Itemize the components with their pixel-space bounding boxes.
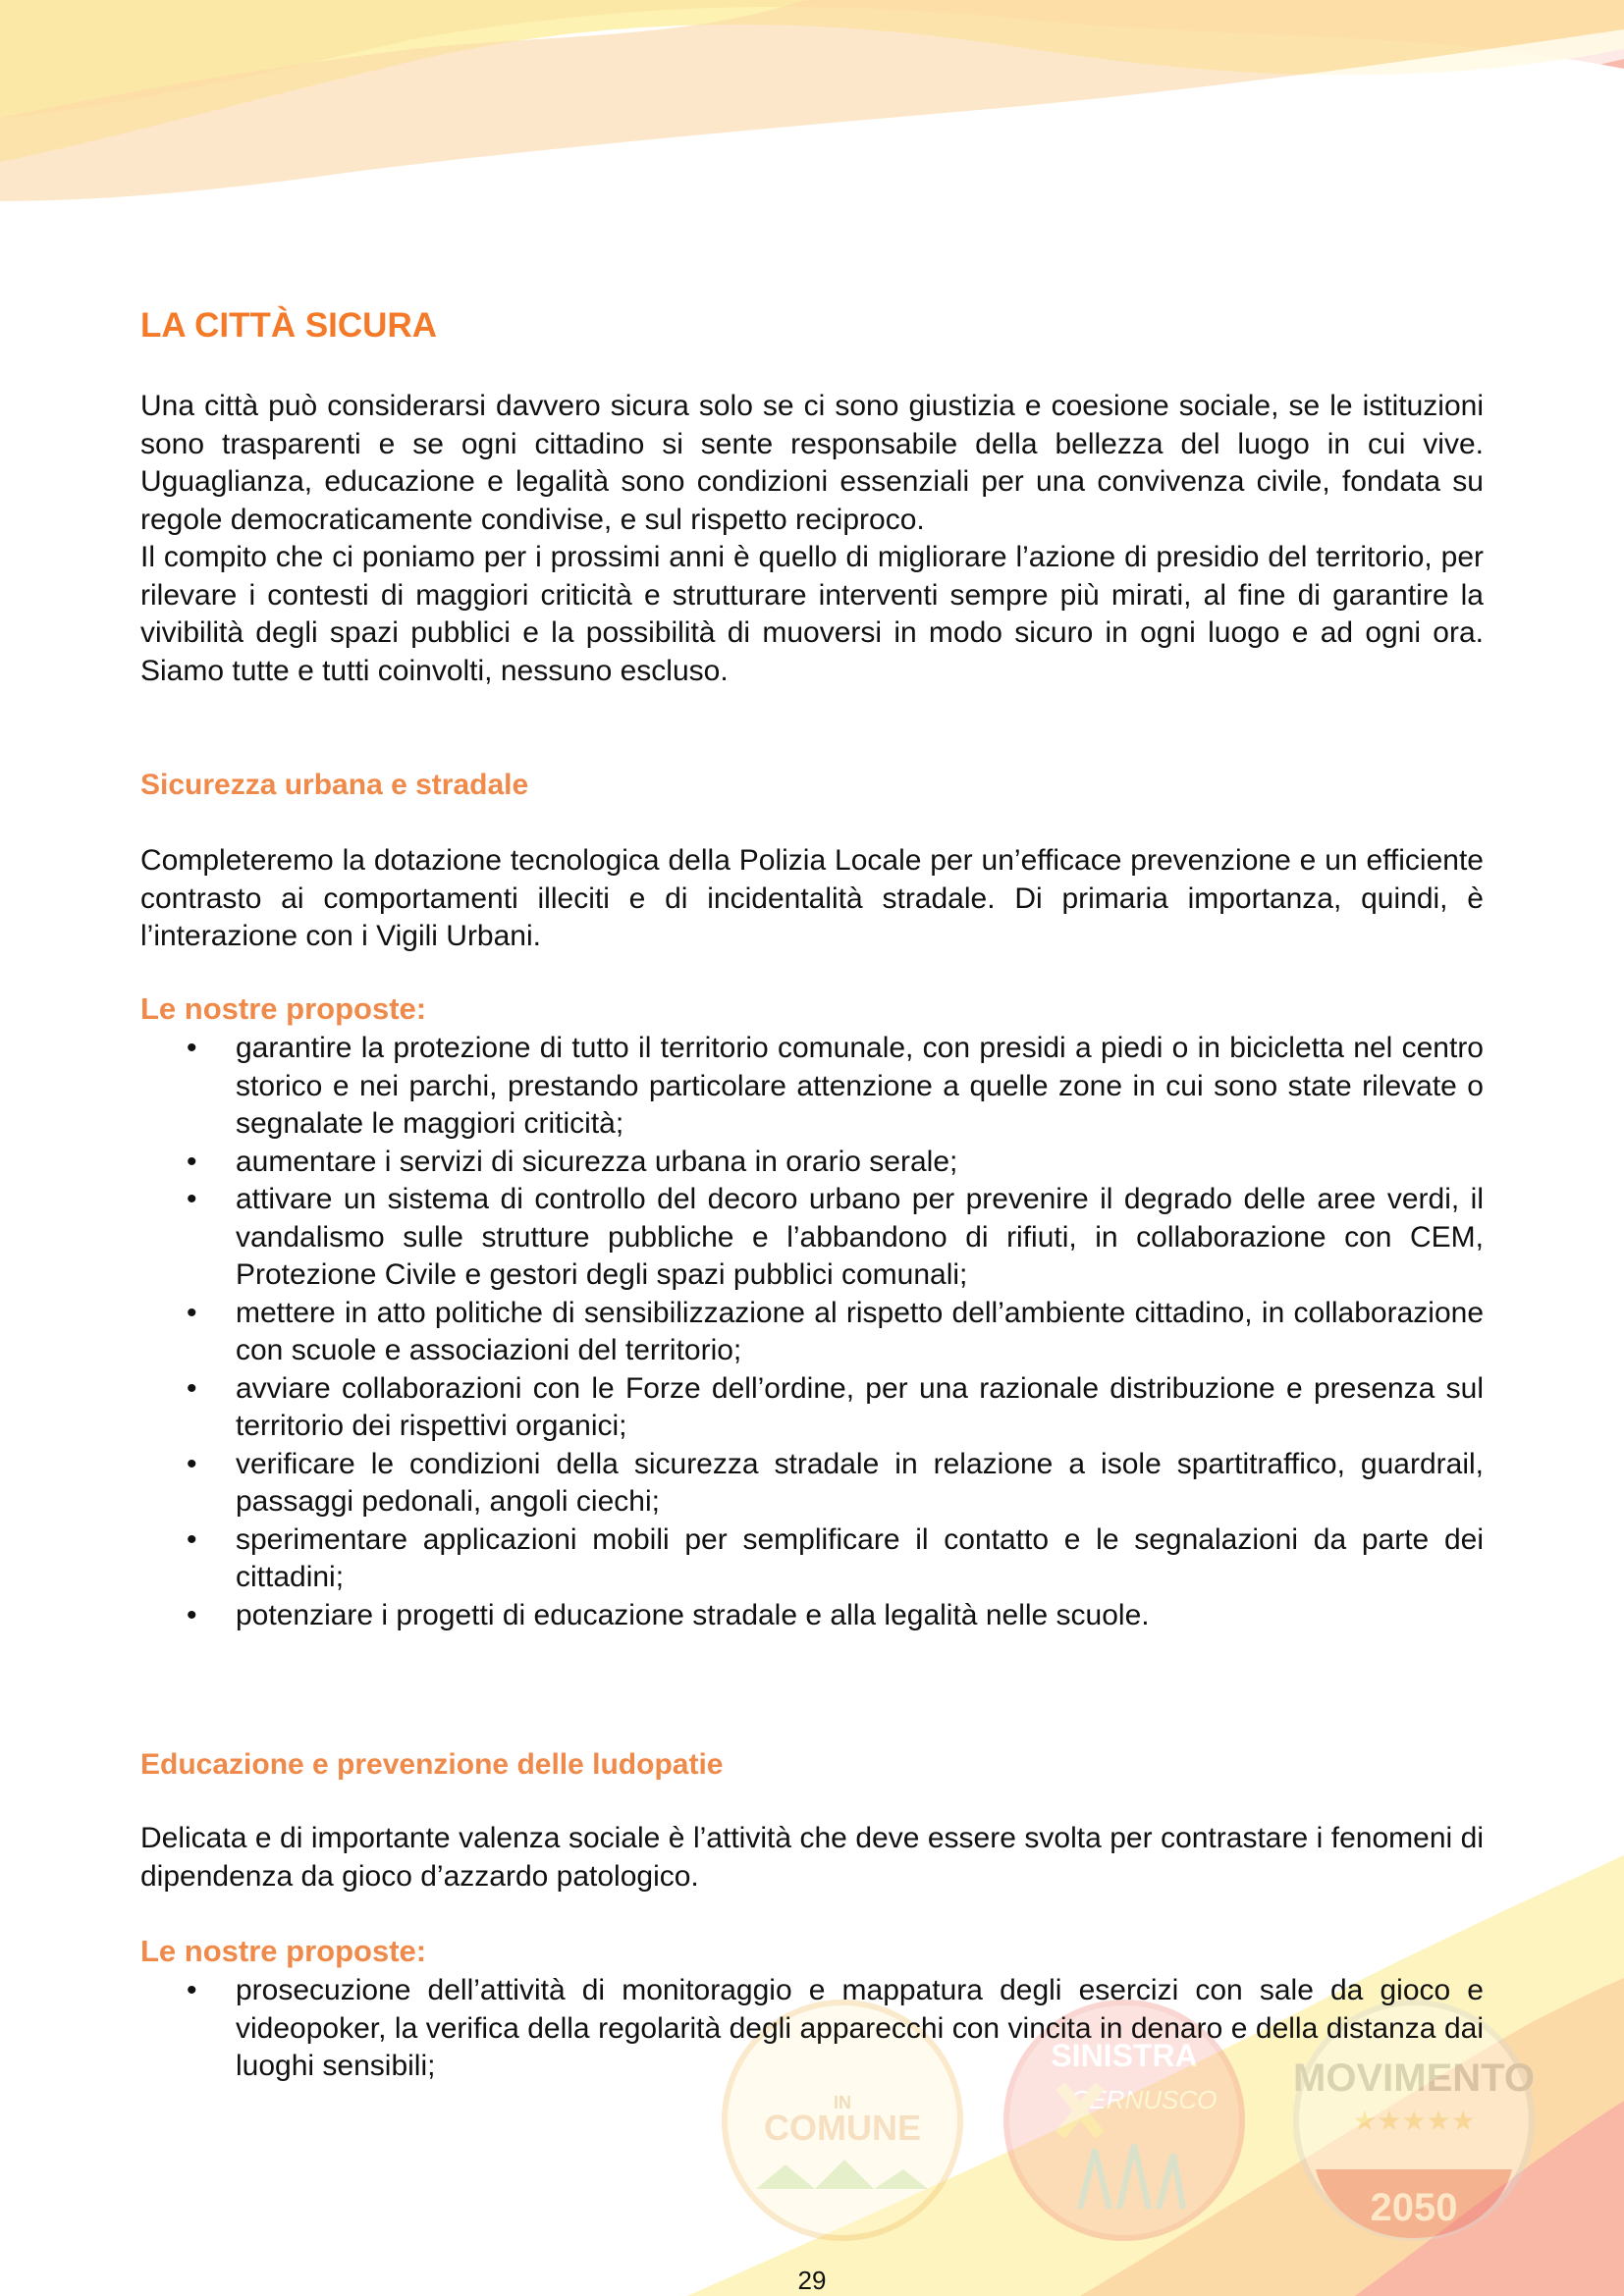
list-item-text: garantire la protezione di tutto il territorio comunale, con presidi a piedi o in bicicletta nel centro storico e nei parchi, prestando particolare attenzione a quelle zone in cui sono state rilevate o segnalate le maggiori criticità; <box>236 1032 1484 1140</box>
svg-text:MOVIMENTO: MOVIMENTO <box>1293 2056 1535 2100</box>
proposals-label-1: Le nostre proposte: <box>140 991 427 1026</box>
list-item <box>140 1144 1484 1182</box>
list-item-text: potenziare i progetti di educazione stradale e alla legalità nelle scuole. <box>236 1598 1150 1631</box>
proposals-list-2 <box>140 1972 1484 2086</box>
svg-text:IN: IN <box>834 2093 851 2112</box>
list-item <box>140 1972 1484 2086</box>
list-item <box>140 1181 1484 1295</box>
list-item <box>140 1597 1484 1635</box>
section-text-ludopatie: Delicata e di importante valenza sociale è l’attività che deve essere svolta per contrastare i fenomeni di dipendenza da gioco d’azzardo patologico. <box>140 1822 1484 1893</box>
proposals-label-2: Le nostre proposte: <box>140 1934 427 1968</box>
list-item <box>140 1446 1484 1522</box>
proposals-list-1 <box>140 1030 1484 1634</box>
page-title: LA CITTÀ SICURA <box>140 306 438 345</box>
bullet-icon: • <box>187 1447 197 1480</box>
svg-text:★★★★★: ★★★★★ <box>1352 2105 1476 2137</box>
svg-text:COMUNE: COMUNE <box>764 2108 921 2148</box>
list-item-text: sperimentare applicazioni mobili per semplificare il contatto e le segnalazioni da parte dei cittadini; <box>236 1522 1484 1593</box>
bullet-icon: • <box>187 1296 197 1329</box>
list-item-text: prosecuzione dell’attività di monitoraggio e mappatura degli esercizi con sale da gioco e videopoker, la verifica della regolarità degli apparecchi con vincita in denaro e della distanza dai luoghi sensibili; <box>236 1974 1484 2082</box>
bullet-icon: • <box>187 1183 197 1215</box>
list-item <box>140 1522 1484 1597</box>
svg-text:SINISTRA: SINISTRA <box>1051 2038 1198 2073</box>
bullet-icon: • <box>187 1522 197 1556</box>
list-item <box>140 1030 1484 1144</box>
page-number: 29 <box>797 2266 827 2295</box>
svg-text:CERNUSCO: CERNUSCO <box>1070 2085 1218 2114</box>
list-item-text: aumentare i servizi di sicurezza urbana in orario serale; <box>236 1145 958 1178</box>
bullet-icon: • <box>187 1032 197 1064</box>
list-item <box>140 1370 1484 1446</box>
list-item-text: mettere in atto politiche di sensibilizzazione al rispetto dell’ambiente cittadino, in collaborazione con scuole e associazioni del territorio; <box>236 1296 1484 1366</box>
intro-paragraph <box>140 388 1484 690</box>
list-item-text: verificare le condizioni della sicurezza stradale in relazione a isole spartitraffico, guardrail, passaggi pedonali, angoli ciechi; <box>236 1447 1484 1518</box>
svg-text:2050: 2050 <box>1370 2186 1458 2229</box>
list-item-text: avviare collaborazioni con le Forze dell’ordine, per una razionale distribuzione e presenza sul territorio dei rispettivi organici; <box>236 1371 1484 1442</box>
list-item-text: attivare un sistema di controllo del decoro urbano per prevenire il degrado delle aree verdi, il vandalismo sulle strutture pubbliche e l’abbandono di rifiuti, in collaborazione con CEM, Protezione Civile e gestori degli spazi pubblici comunali; <box>236 1183 1484 1291</box>
section-heading-sicurezza: Sicurezza urbana e stradale <box>140 769 529 801</box>
intro-text-1: Una città può considerarsi davvero sicura solo se ci sono giustizia e coesione sociale, se le istituzioni sono trasparenti e se ogni cittadino si sente responsabile della bellezza del luogo in cui vive. Uguaglianza, educazione e legalità sono condizioni essenziali per una convivenza civile, fondata su regole democraticamente condivise, e sul rispetto reciproco. <box>140 390 1484 536</box>
list-item <box>140 1295 1484 1370</box>
intro-text-2: Il compito che ci poniamo per i prossimi anni è quello di migliorare l’azione di presidio del territorio, per rilevare i contesti di maggiori criticità e strutturare interventi sempre più mirati, al fine di garantire la vivibilità degli spazi pubblici e la possibilità di muoversi in modo sicuro in ogni luogo e ad ogni ora. Siamo tutte e tutti coinvolti, nessuno escluso. <box>140 541 1484 687</box>
bullet-icon: • <box>187 1371 197 1405</box>
bullet-icon: • <box>187 1598 197 1631</box>
section-heading-ludopatie: Educazione e prevenzione delle ludopatie <box>140 1748 724 1781</box>
section-text-sicurezza: Completeremo la dotazione tecnologica della Polizia Locale per un’efficace prevenzione e un efficiente contrasto ai comportamenti illeciti e di incidentalità stradale. Di primaria importanza, quindi, è l’interazione con i Vigili Urbani. <box>140 844 1484 952</box>
bullet-icon: • <box>187 1145 197 1178</box>
bullet-icon: • <box>187 1974 197 2006</box>
